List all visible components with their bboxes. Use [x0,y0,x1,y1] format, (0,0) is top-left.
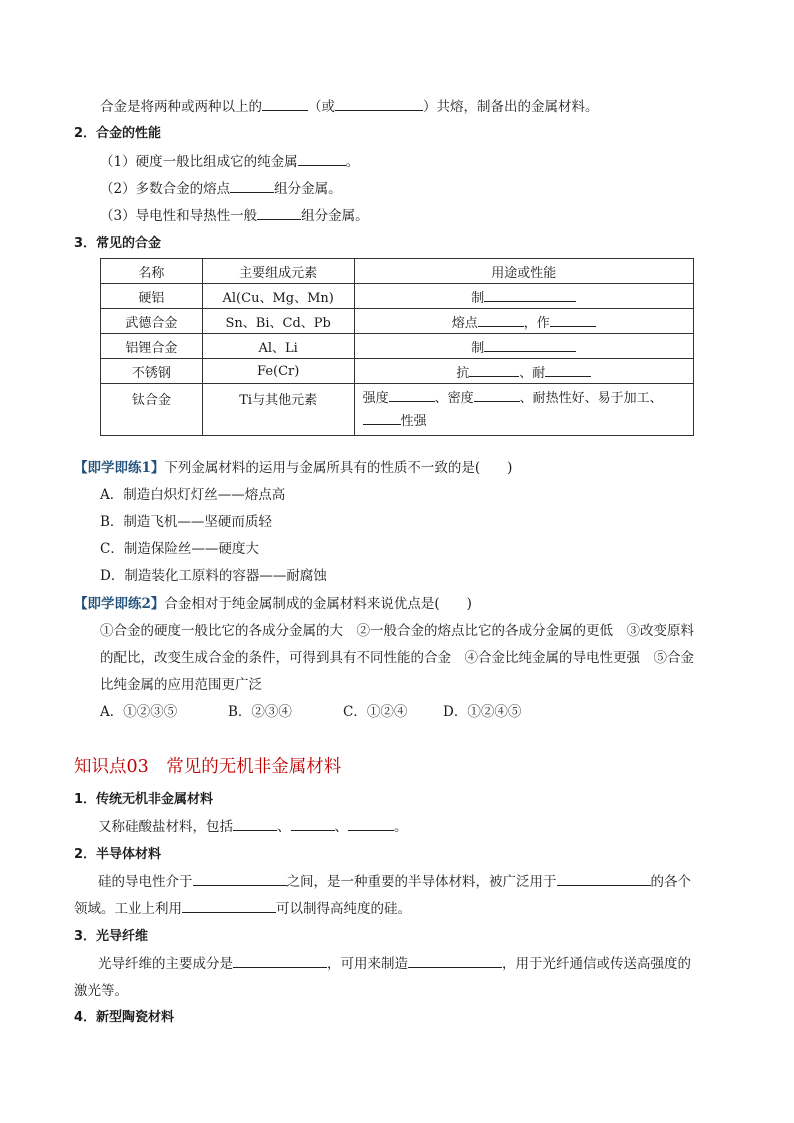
alloy-def-text-3: ）共熔，制备出的金属材料。 [423,99,599,115]
alloy-use [354,359,693,384]
blank [389,389,435,402]
alloy-use [354,284,693,309]
semi-text-part: 硅的导电性介于 [98,874,193,890]
blank [230,180,274,193]
section-title: 知识点03 常见的无机非金属材料 [74,757,342,777]
semi-text-part: 之间，是一种重要的半导体材料，被广泛用于 [286,874,557,890]
blank [545,364,591,377]
fiber-text-part: ，用于光纤通信或传送高强度的 [502,956,691,972]
property-1-end: 。 [345,154,360,170]
alloy-table [100,258,694,436]
blank [484,339,576,352]
blank [193,873,287,886]
exercise-2-statement-line: 比纯金属的应用范围更广泛 [100,677,262,693]
blank [291,818,335,831]
semiconductor-heading: 2．半导体材料 [74,847,162,862]
property-item-2 [100,177,342,197]
traditional-heading: 1．传统无机非金属材料 [74,792,214,807]
exercise-2-statement-line: ①合金的硬度一般比它的各成分金属的大 ②一般合金的熔点比它的各成分金属的更低 ③改变原料 [100,623,694,639]
separator: 、 [277,819,291,835]
alloy-use-text: 熔点 [451,315,478,331]
exercise-2-option-b[interactable]: B．②③④ [228,704,292,720]
properties-heading: 2．合金的性能 [74,126,162,141]
exercise-2-statement-line: 的配比，改变生成合金的条件，可得到具有不同性能的合金 ④合金比纯金属的导电性更强 ⑤合金 [100,650,694,666]
table-header: 用途或性能 [354,259,693,284]
alloy-use-text: 、密度 [434,390,474,406]
property-item-3 [100,204,369,224]
fiber-heading: 3．光导纤维 [74,929,149,944]
table-row [101,359,694,384]
exercise-2-question [74,592,472,612]
semiconductor-text-line-1 [98,870,691,890]
traditional-text-part: 又称硅酸盐材料，包括 [98,819,233,835]
table-row [101,284,694,309]
exercise-1-question [74,456,512,476]
blank [182,900,276,913]
blank [233,955,327,968]
alloy-use-text: 性强 [400,413,427,429]
property-3-end: 组分金属。 [301,208,369,224]
fiber-text-part: ，可用来制造 [327,956,408,972]
alloy-use-text: 强度 [362,390,389,406]
property-2-end: 组分金属。 [274,181,342,197]
table-row [101,384,694,436]
property-item-1 [100,150,359,170]
alloy-name: 铝锂合金 [101,334,203,359]
exercise-1-option-c[interactable]: C．制造保险丝——硬度大 [100,541,259,557]
blank [484,289,576,302]
semi-text-part: 领域。工业上利用 [74,901,182,917]
ceramic-heading: 4．新型陶瓷材料 [74,1010,175,1025]
exercise-tag: 【即学即练2】 [74,596,165,612]
blank [257,207,301,220]
blank [335,98,423,111]
common-alloys-heading: 3．常见的合金 [74,236,162,251]
alloy-name: 硬铝 [101,284,203,309]
alloy-name: 钛合金 [101,384,203,436]
blank [550,314,596,327]
semi-text-part: 的各个 [650,874,691,890]
exercise-2-option-c[interactable]: C．①②④ [343,704,408,720]
alloy-elements: Sn、Bi、Cd、Pb [202,309,354,334]
table-header-row [101,259,694,284]
alloy-elements: Al(Cu、Mg、Mn) [202,284,354,309]
fiber-text-line-2: 激光等。 [74,983,128,999]
fiber-text-part: 光导纤维的主要成分是 [98,956,233,972]
exercise-1-option-d[interactable]: D．制造装化工原料的容器——耐腐蚀 [100,568,327,584]
blank [478,314,524,327]
blank [408,955,502,968]
alloy-use-text: 制 [471,290,485,306]
fiber-text-line-1 [98,952,691,972]
table-header: 名称 [101,259,203,284]
semi-text-part: 可以制得高纯度的硅。 [276,901,411,917]
alloy-use [354,384,693,436]
exercise-1-option-b[interactable]: B．制造飞机——坚硬而质轻 [100,514,272,530]
blank [262,98,308,111]
blank [233,818,277,831]
exercise-1-option-a[interactable]: A．制造白炽灯灯丝——熔点高 [100,487,286,503]
blank [348,818,394,831]
semiconductor-text-line-2 [74,897,411,917]
blank [363,412,401,425]
blank [469,364,519,377]
alloy-use-text: 、耐热性好、易于加工、 [519,390,663,406]
blank [557,873,651,886]
alloy-elements: Ti与其他元素 [202,384,354,436]
alloy-use-text: 、耐 [519,365,546,381]
table-row [101,309,694,334]
exercise-tag: 【即学即练1】 [74,460,165,476]
alloy-use [354,334,693,359]
blank [474,389,520,402]
table-row [101,334,694,359]
alloy-def-text-2: （或 [308,99,335,115]
blank [298,153,346,166]
alloy-def-text-1: 合金是将两种或两种以上的 [100,99,262,115]
alloy-elements: Fe(Cr) [202,359,354,384]
alloy-use-text: 抗 [456,365,470,381]
exercise-2-option-d[interactable]: D．①②④⑤ [443,704,522,720]
alloy-elements: Al、Li [202,334,354,359]
table-header: 主要组成元素 [202,259,354,284]
property-3-text: （3）导电性和导热性一般 [100,208,258,224]
property-2-text: （2）多数合金的熔点 [100,181,231,197]
property-1-text: （1）硬度一般比组成它的纯金属 [100,154,298,170]
alloy-definition [100,95,599,115]
alloy-name: 不锈钢 [101,359,203,384]
traditional-end: 。 [394,819,408,835]
separator: 、 [334,819,348,835]
alloy-use-text: 制 [471,340,485,356]
alloy-use [354,309,693,334]
alloy-use-text: ，作 [523,315,550,331]
alloy-name: 武德合金 [101,309,203,334]
exercise-2-option-a[interactable]: A．①②③⑤ [100,704,178,720]
traditional-text [98,815,408,835]
exercise-question-text: 下列金属材料的运用与金属所具有的性质不一致的是( ) [164,460,513,476]
exercise-question-text: 合金相对于纯金属制成的金属材料来说优点是( ) [164,596,472,612]
